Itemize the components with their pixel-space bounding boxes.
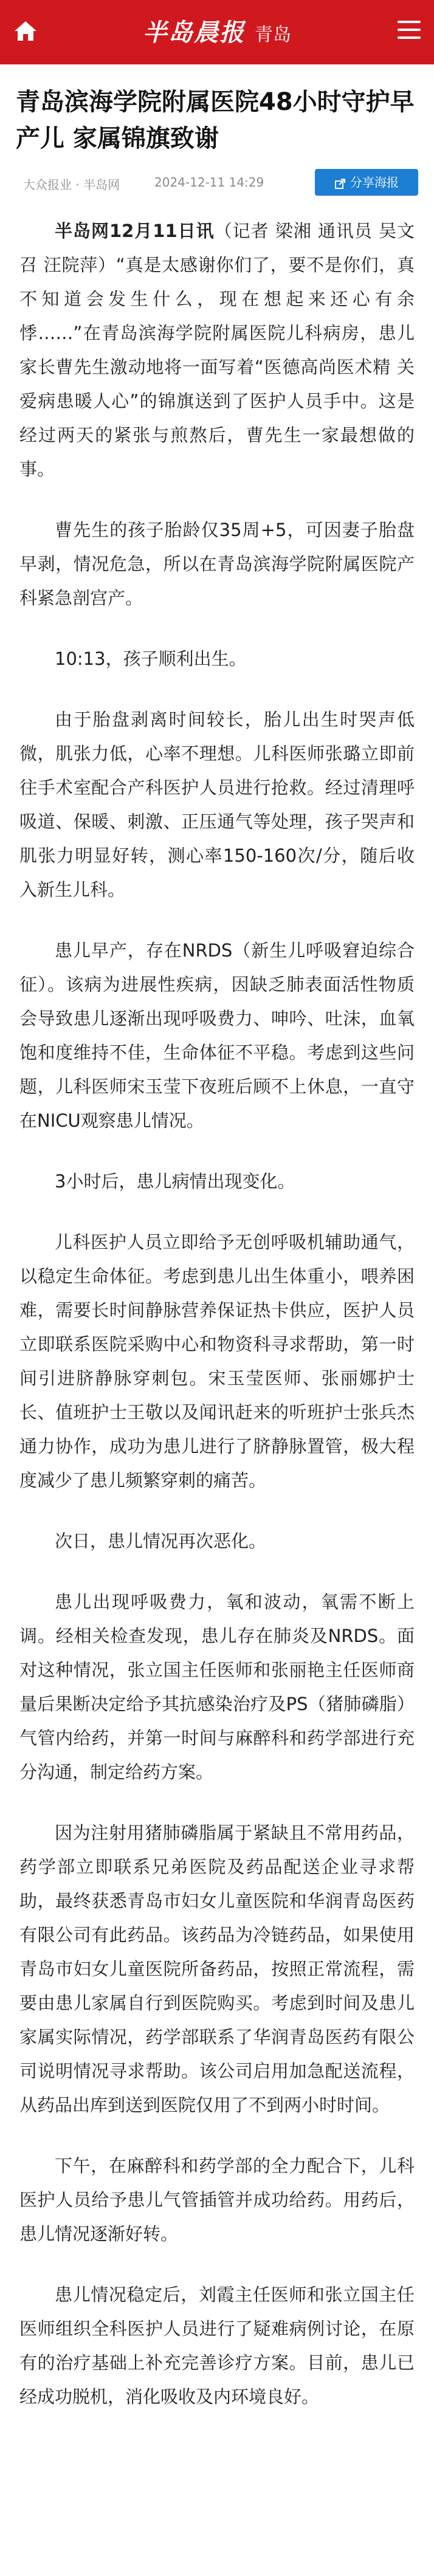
hamburger-menu-icon[interactable] [398,21,421,41]
article-date: 2024-12-11 14:29 [154,175,264,190]
lead-text: （记者 梁湘 通讯员 吴文召 汪院萍）“真是太感谢你们了，要不是你们，真不知道会发生什么，现在想起来还心有余悸……”在青岛滨海学院附属医院儿科病房，患儿家长曹先生激动地将一面写着“医德高尚医术精 关爱病患暖人心”的锦旗送到了医护人员手中。这是经过两天的紧张与煎熬后，曹先生一家最想做的事。 [19,221,415,479]
paragraph: 儿科医护人员立即给予无创呼吸机辅助通气，以稳定生命体征。考虑到患儿出生体重小，喂养困难，需要长时间静脉营养保证热卡供应，医护人员立即联系医院采购中心和物资科寻求帮助，第一时间引进脐静脉穿刺包。宋玉莹医师、张丽娜护士长、值班护士王敬以及闻讯赶来的听班护士张兵杰通力协作，成功为患儿进行了脐静脉置管，极大程度减少了患儿频繁穿刺的痛苦。 [19,1232,415,1491]
paragraph: 曹先生的孩子胎龄仅35周+5，可因妻子胎盘早剥，情况危急，所以在青岛滨海学院附属医院产科紧急剖宫产。 [19,520,415,608]
brand-logo-text: 半岛晨报 [143,18,245,47]
paragraph: 次日，患儿情况再次恶化。 [55,1531,267,1551]
share-poster-button[interactable] [315,169,418,196]
article-source: 大众报业 · 半岛网 [23,177,120,192]
paragraph: 由于胎盘剥离时间较长，胎儿出生时哭声低微，肌张力低，心率不理想。儿科医师张璐立即前往手术室配合产科医护人员进行抢救。经过清理呼吸道、保暖、刺激、正压通气等处理，孩子哭声和肌张力明显好转，测心率150-160次/分，随后收入新生儿科。 [19,709,415,900]
site-brand[interactable] [0,13,434,48]
paragraph: 因为注射用猪肺磷脂属于紧缺且不常用药品，药学部立即联系兄弟医院及药品配送企业寻求帮助，最终获悉青岛市妇女儿童医院和华润青岛医药有限公司有此药品。该药品为冷链药品，如果使用青岛市妇女儿童医院所备药品，按照正常流程，需要由患儿家属自行到医院购买。考虑到时间及患儿家属实际情况，药学部联系了华润青岛医药有限公司说明情况寻求帮助。该公司启用加急配送流程，从药品出库到送到医院仅用了不到两小时时间。 [19,1822,415,2115]
paragraph: 患儿情况稳定后，刘霞主任医师和张立国主任医师组织全科医护人员进行了疑难病例讨论，在原有的治疗基础上补充完善诊疗方案。目前，患儿已经成功脱机，消化吸收及内环境良好。 [19,2284,415,2407]
share-icon [334,177,346,190]
article-title: 青岛滨海学院附属医院48小时守护早产儿 家属锦旗致谢 [16,88,415,153]
paragraph: 患儿早产，存在NRDS（新生儿呼吸窘迫综合征）。该病为进展性疾病，因缺乏肺表面活性物质会导致患儿逐渐出现呼吸费力、呻吟、吐沫，血氧饱和度维持不佳，生命体征不平稳。考虑到这些问题，儿科医师宋玉莹下夜班后顾不上休息，一直守在NICU观察患儿情况。 [19,940,415,1131]
share-poster-label: 分享海报 [350,175,399,190]
paragraph: 患儿出现呼吸费力，氧和波动，氧需不断上调。经相关检查发现，患儿存在肺炎及NRDS。面对这种情况，张立国主任医师和张丽艳主任医师商量后果断决定给予其抗感染治疗及PS（猪肺磷脂）气管内给药，并第一时间与麻醉科和药学部进行充分沟通，制定给药方案。 [19,1592,415,1782]
city-label: 青岛 [255,24,291,46]
paragraph: 3小时后，患儿病情出现变化。 [55,1171,295,1192]
article-meta [23,169,418,197]
paragraph: 10:13，孩子顺利出生。 [55,648,247,669]
article-body [0,214,434,2414]
top-navigation-bar [0,0,434,64]
dateline: 半岛网12月11日讯 [55,221,215,241]
lead-paragraph [19,214,415,486]
paragraph: 下午，在麻醉科和药学部的全力配合下，儿科医护人员给予患儿气管插管并成功给药。用药后，患儿情况逐渐好转。 [19,2155,415,2244]
